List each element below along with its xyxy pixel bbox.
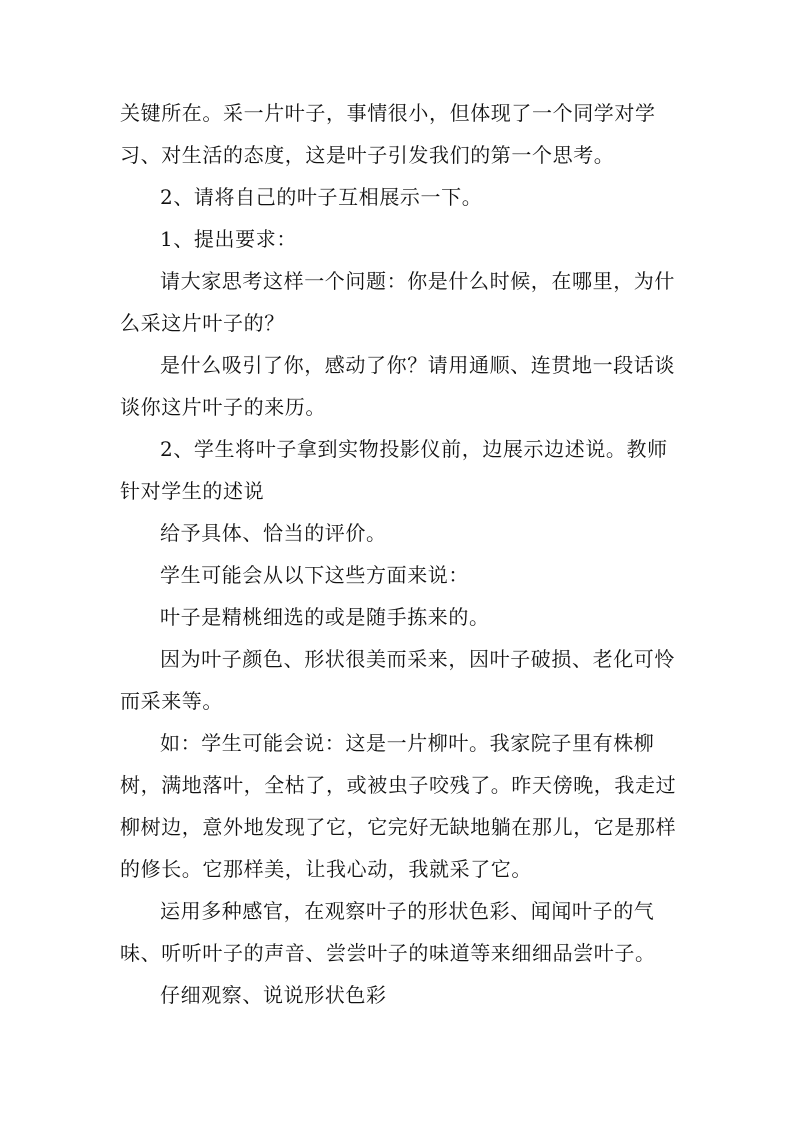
paragraph-step-2-show-leaves: 2、请将自己的叶子互相展示一下。: [160, 185, 483, 209]
paragraph-continuation: 关键所在。采一片叶子，事情很小，但体现了一个同学对学习、对生活的态度，这是叶子引发我们的第一个思考。: [120, 101, 656, 167]
paragraph-reasons: 因为叶子颜色、形状很美而采来，因叶子破损、老化可怜而采来等。: [120, 647, 675, 713]
paragraph-question: 请大家思考这样一个问题：你是什么时候，在哪里，为什么采这片叶子的？: [120, 269, 675, 335]
paragraph-observe: 仔细观察、说说形状色彩: [160, 983, 387, 1007]
paragraph-senses: 运用多种感官，在观察叶子的形状色彩、闻闻叶子的气味、听听叶子的声音、尝尝叶子的味道等来细细品尝叶子。: [120, 899, 656, 965]
paragraph-evaluation: 给予具体、恰当的评价。: [160, 521, 387, 545]
paragraph-step-1-requirements: 1、提出要求：: [160, 227, 297, 251]
paragraph-selection: 叶子是精桃细选的或是随手拣来的。: [160, 605, 490, 629]
document-body: [120, 92, 680, 1016]
paragraph-aspects: 学生可能会从以下这些方面来说：: [160, 563, 469, 587]
paragraph-projector: 2、学生将叶子拿到实物投影仪前，边展示边述说。教师针对学生的述说: [120, 437, 668, 503]
paragraph-what-attracted-you: 是什么吸引了你，感动了你？请用通顺、连贯地一段话谈谈你这片叶子的来历。: [120, 353, 675, 419]
paragraph-example: 如：学生可能会说：这是一片柳叶。我家院子里有株柳树，满地落叶，全枯了，或被虫子咬残了。昨天傍晚，我走过柳树边，意外地发现了它，它完好无缺地躺在那儿，它是那样的修长。它那样美，让我心动，我就采了它。: [120, 731, 677, 881]
